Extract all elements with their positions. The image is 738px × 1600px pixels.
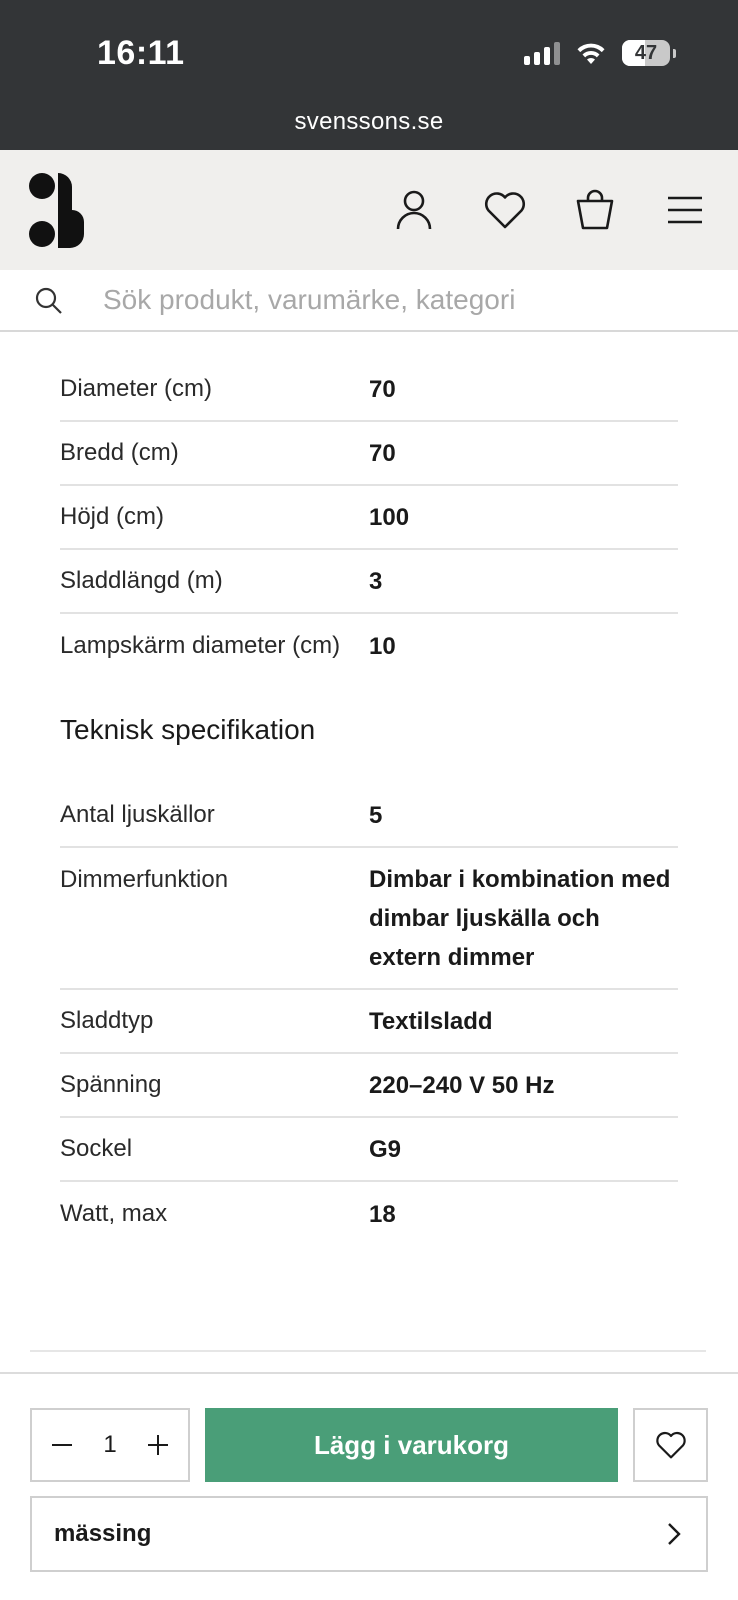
spec-value: 100	[369, 503, 410, 531]
search-icon	[34, 286, 64, 316]
table-row	[60, 784, 678, 848]
technical-table	[60, 784, 678, 1246]
heart-icon	[483, 190, 527, 230]
spec-label: Dimmerfunktion	[60, 866, 229, 893]
table-row	[60, 486, 678, 550]
status-bar	[0, 0, 738, 150]
add-to-cart-button[interactable]: Lägg i varukorg	[205, 1408, 618, 1482]
spec-value: Dimbar i kombination med dimbar ljuskälla och extern dimmer	[369, 866, 671, 971]
table-row	[60, 1182, 678, 1246]
table-row	[60, 848, 678, 990]
spec-label: Höjd (cm)	[60, 503, 165, 530]
dimensions-table	[60, 358, 678, 678]
spec-value: 70	[369, 439, 396, 467]
table-row	[60, 358, 678, 422]
spec-label: Diameter (cm)	[60, 375, 213, 402]
address-bar-url[interactable]: svenssons.se	[294, 108, 444, 135]
decrease-quantity-button[interactable]	[46, 1429, 78, 1461]
favorites-button[interactable]	[481, 186, 529, 234]
table-row	[60, 990, 678, 1054]
status-icons	[524, 40, 676, 66]
minus-icon	[51, 1434, 73, 1456]
spec-value: 3	[369, 567, 383, 595]
table-row	[60, 422, 678, 486]
table-row	[60, 1118, 678, 1182]
increase-quantity-button[interactable]	[142, 1429, 174, 1461]
spec-label: Spänning	[60, 1071, 162, 1098]
add-to-wishlist-button[interactable]	[633, 1408, 708, 1482]
spec-value: 10	[369, 632, 396, 660]
menu-button[interactable]	[661, 186, 709, 234]
spec-value: 220–240 V 50 Hz	[369, 1071, 555, 1099]
battery-level: 47	[634, 41, 658, 64]
battery-icon	[622, 40, 676, 66]
spec-label: Antal ljuskällor	[60, 801, 215, 828]
spec-label: Lampskärm diameter (cm)	[60, 632, 341, 659]
site-header	[0, 150, 738, 270]
spec-label: Sladdlängd (m)	[60, 567, 223, 594]
search-bar	[0, 270, 738, 332]
plus-icon	[147, 1434, 169, 1456]
menu-icon	[666, 195, 704, 225]
variant-selector[interactable]	[30, 1496, 708, 1572]
section-title: Teknisk specifikation	[60, 714, 316, 745]
svenssons-logo[interactable]	[28, 172, 84, 248]
cart-button[interactable]	[571, 186, 619, 234]
purchase-bar	[0, 1372, 738, 1600]
chevron-right-icon	[666, 1521, 682, 1547]
spec-label: Watt, max	[60, 1200, 168, 1227]
divider	[30, 1350, 706, 1352]
user-icon	[394, 189, 434, 231]
spec-label: Sladdtyp	[60, 1007, 154, 1034]
table-row	[60, 614, 678, 678]
account-button[interactable]	[390, 186, 438, 234]
heart-icon	[655, 1430, 687, 1460]
bag-icon	[575, 189, 615, 231]
variant-label: mässing	[54, 1520, 152, 1547]
quantity-input[interactable]	[90, 1431, 130, 1459]
status-time: 16:11	[97, 34, 185, 72]
spec-value: 18	[369, 1200, 396, 1228]
spec-label: Sockel	[60, 1135, 133, 1162]
table-row	[60, 1054, 678, 1118]
search-input[interactable]	[103, 278, 703, 322]
table-row	[60, 550, 678, 614]
spec-label: Bredd (cm)	[60, 439, 179, 466]
quantity-stepper	[30, 1408, 190, 1482]
spec-value: G9	[369, 1135, 402, 1163]
cellular-signal-icon	[524, 41, 560, 65]
spec-value: 70	[369, 375, 396, 403]
wifi-icon	[574, 40, 608, 66]
spec-value: Textilsladd	[369, 1007, 493, 1035]
spec-value: 5	[369, 801, 383, 829]
